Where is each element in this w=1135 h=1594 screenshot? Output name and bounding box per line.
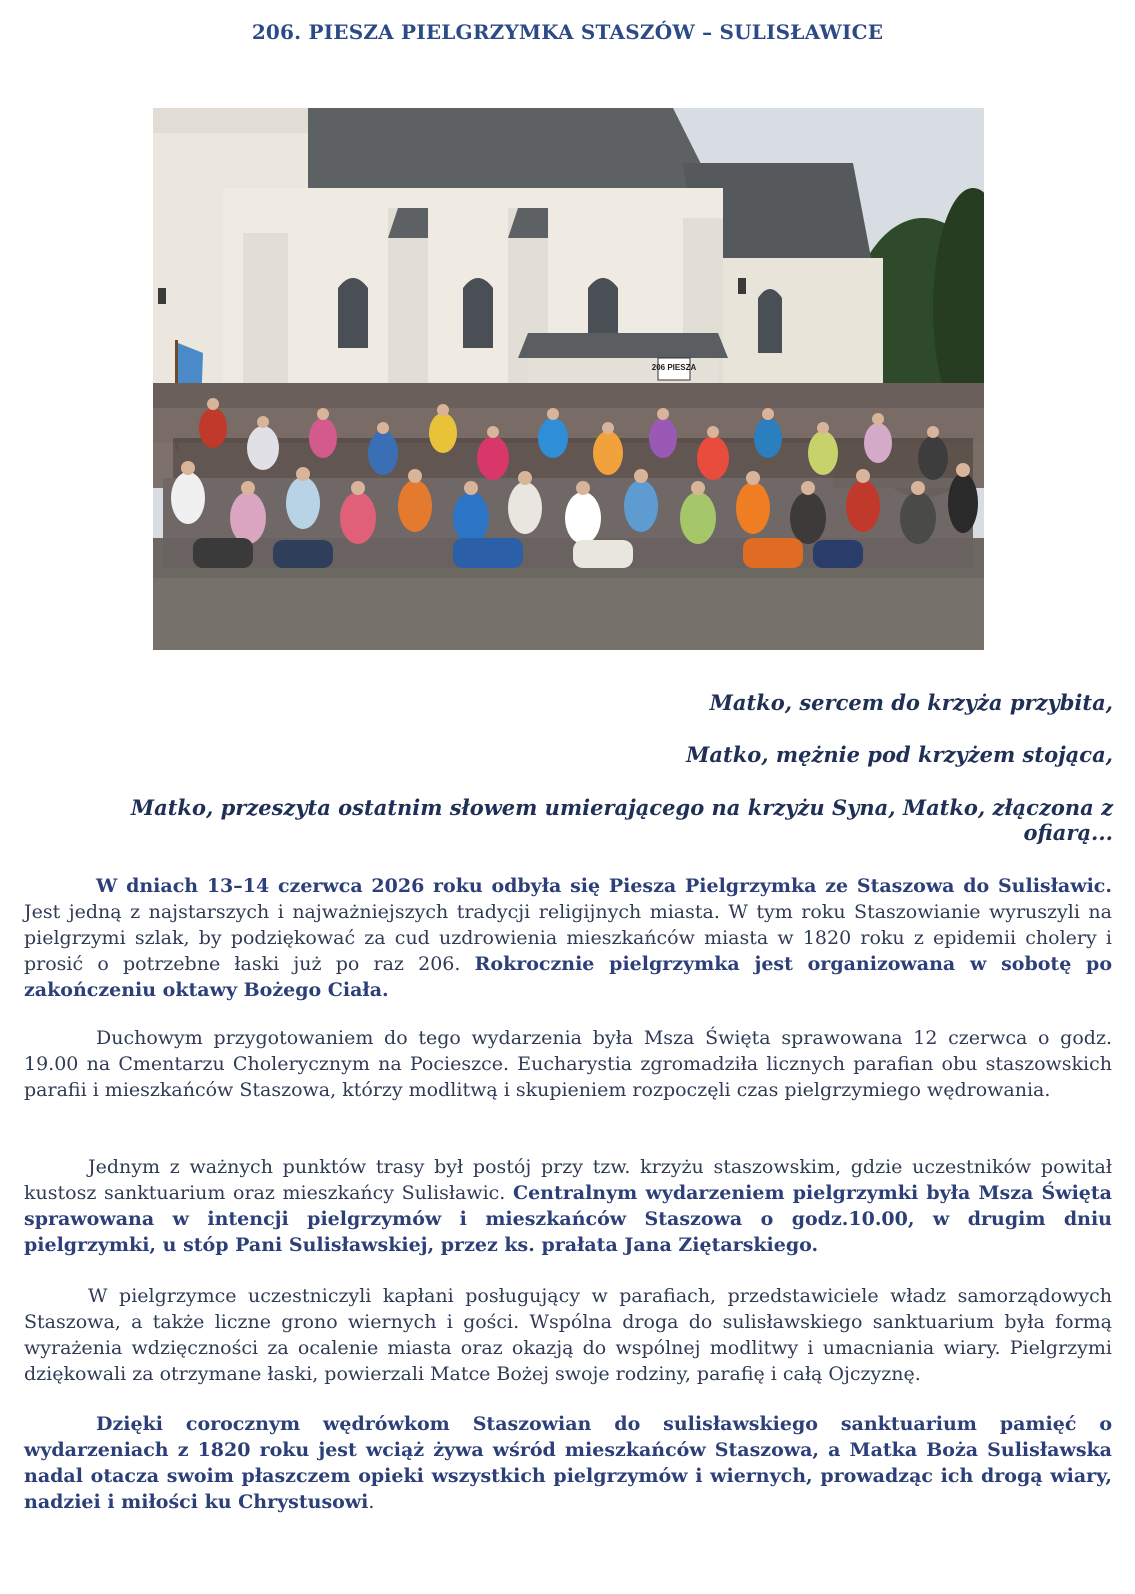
sign-text: 206 PIESZA — [651, 363, 697, 372]
paragraph-1-bold-end: Rokrocznie pielgrzymka jest organizowana w sobotę po zakończeniu oktawy Bożego Ciała. — [24, 953, 1112, 1001]
paragraph-5 — [24, 1411, 1112, 1515]
paragraph-1-bold-lead: W dniach 13–14 czerwca 2026 roku odbyła się Piesza Pielgrzymka ze Staszowa do Sulisławic. — [96, 875, 1112, 897]
paragraph-2 — [24, 1025, 1112, 1103]
paragraph-4 — [24, 1283, 1112, 1387]
paragraph-5-bold: Dzięki corocznym wędrówkom Staszowian do sulisławskiego sanktuarium pamięć o wydarzeniach z 1820 roku jest wciąż żywa wśród mieszkańców Staszowa, a Matka Boża Sulisławska nadal otacza swoim płaszczem opieki wszystkich pielgrzymów i wiernych, prowadząc ich drogą wiary, nadziei i miłości ku Chrystusowi — [24, 1413, 1112, 1513]
paragraph-3-text: Jednym z ważnych punktów trasy był postój przy tzw. krzyżu staszowskim, gdzie uczestników powitał kustosz sanktuarium oraz mieszkańcy Sulisławic. — [24, 1156, 1112, 1204]
quote-line-3: Matko, przeszyta ostatnim słowem umierającego na krzyżu Syna, Matko, złączona z ofiarą... — [130, 795, 1113, 845]
group-photo — [153, 108, 984, 650]
paragraph-3 — [24, 1154, 1112, 1258]
paragraph-3-bold: Centralnym wydarzeniem pielgrzymki była Msza Święta sprawowana w intencji pielgrzymów i mieszkańców Staszowa o godz.10.00, w drugim dniu pielgrzymki, u stóp Pani Sulisławskiej, przez ks. prałata Jana Ziętarskiego. — [24, 1182, 1112, 1256]
page-title: 206. PIESZA PIELGRZYMKA STASZÓW – SULISŁAWICE — [251, 20, 884, 44]
quote-line-1: Matko, sercem do krzyża przybita, — [709, 690, 1113, 715]
paragraph-1-text: Jest jedną z najstarszych i najważniejszych tradycji religijnych miasta. W tym roku Staszowianie wyruszyli na pielgrzymi szlak, by podziękować za cud uzdrowienia mieszkańców miasta w 1820 roku z epidemii cholery i prosić o potrzebne łaski już po raz 206. — [24, 901, 1112, 975]
paragraph-2-text: Duchowym przygotowaniem do tego wydarzenia była Msza Święta sprawowana 12 czerwca o godz. 19.00 na Cmentarzu Cholerycznym na Pocieszce. Eucharystia zgromadziła licznych parafian obu staszowskich parafii i mieszkańców Staszowa, którzy modlitwą i skupieniem rozpoczęli czas pielgrzymiego wędrowania. — [24, 1027, 1112, 1101]
quote-line-2: Matko, mężnie pod krzyżem stojąca, — [686, 742, 1113, 767]
paragraph-4-text: W pielgrzymce uczestniczyli kapłani posługujący w parafiach, przedstawiciele władz samorządowych Staszowa, a także liczne grono wiernych i gości. Wspólna droga do sulisławskiego sanktuarium była formą wyrażenia wdzięczności za ocalenie miasta oraz okazją do wspólnej modlitwy i umacniania wiary. Pielgrzymi dziękowali za otrzymane łaski, powierzali Matce Bożej swoje rodziny, parafię i całą Ojczyznę. — [24, 1285, 1112, 1385]
paragraph-5-end: . — [368, 1491, 375, 1513]
paragraph-1 — [24, 873, 1112, 1003]
